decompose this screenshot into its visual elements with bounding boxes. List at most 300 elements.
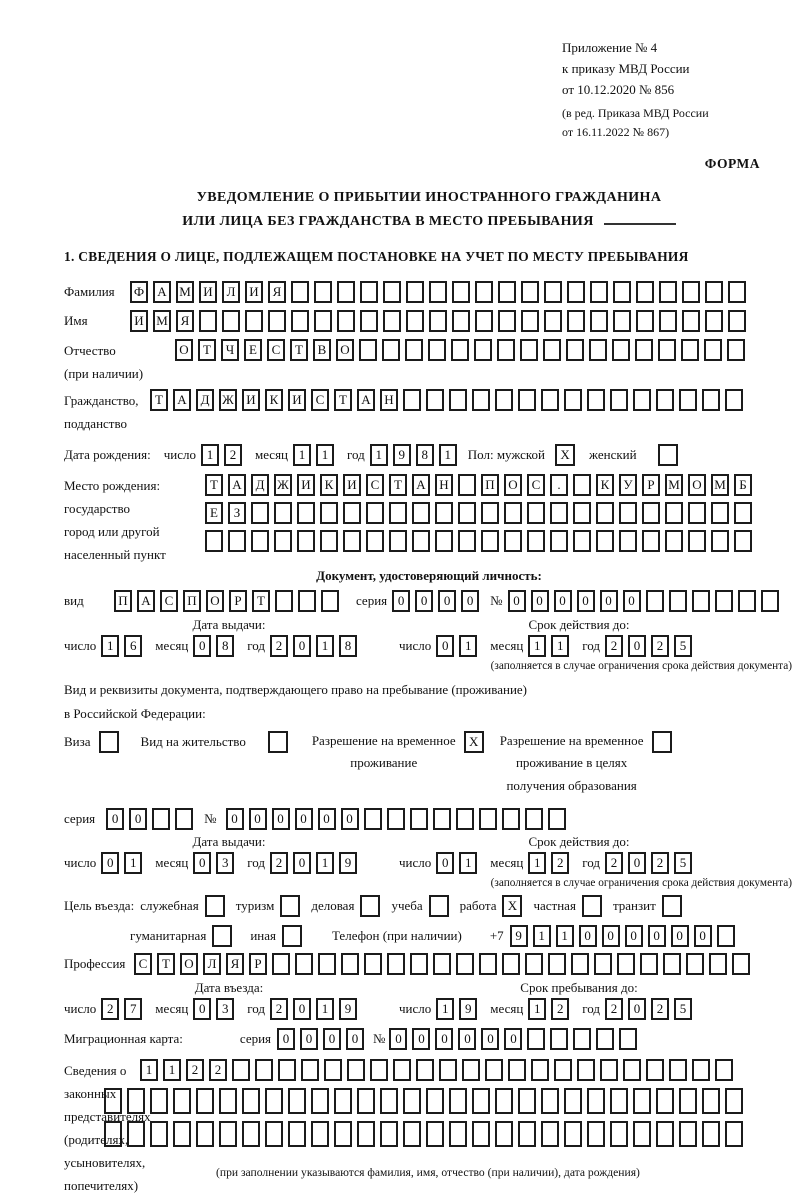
char-cell[interactable]: Н [435, 474, 453, 496]
char-cell[interactable]: 1 [459, 635, 477, 657]
char-cell[interactable] [619, 1028, 637, 1050]
char-cell[interactable] [462, 1059, 480, 1081]
char-cell[interactable] [251, 530, 269, 552]
char-cell[interactable] [297, 530, 315, 552]
char-cell[interactable]: 1 [163, 1059, 181, 1081]
char-cell[interactable] [525, 808, 543, 830]
char-cell[interactable] [406, 310, 424, 332]
char-cell[interactable] [412, 502, 430, 524]
purpose-transit-checkbox[interactable] [662, 895, 682, 917]
char-cell[interactable] [389, 530, 407, 552]
char-cell[interactable] [610, 1088, 628, 1114]
char-cell[interactable] [564, 1088, 582, 1114]
char-cell[interactable] [275, 590, 293, 612]
char-cell[interactable]: 0 [323, 1028, 341, 1050]
char-cell[interactable]: Н [380, 389, 398, 411]
char-cell[interactable]: 0 [415, 590, 433, 612]
char-cell[interactable] [633, 389, 651, 411]
char-cell[interactable]: 0 [435, 1028, 453, 1050]
char-cell[interactable]: П [114, 590, 132, 612]
char-cell[interactable]: 0 [341, 808, 359, 830]
char-cell[interactable]: 2 [551, 852, 569, 874]
char-cell[interactable] [383, 281, 401, 303]
char-cell[interactable]: 0 [481, 1028, 499, 1050]
char-cell[interactable] [222, 310, 240, 332]
char-cell[interactable]: 2 [101, 998, 119, 1020]
char-cell[interactable]: 2 [605, 635, 623, 657]
purpose-business-checkbox[interactable] [360, 895, 380, 917]
char-cell[interactable] [732, 953, 750, 975]
char-cell[interactable] [360, 281, 378, 303]
char-cell[interactable] [458, 530, 476, 552]
char-cell[interactable] [541, 389, 559, 411]
char-cell[interactable] [711, 530, 729, 552]
char-cell[interactable]: 0 [293, 852, 311, 874]
char-cell[interactable]: С [160, 590, 178, 612]
char-cell[interactable]: 0 [226, 808, 244, 830]
char-cell[interactable] [428, 339, 446, 361]
char-cell[interactable] [314, 281, 332, 303]
char-cell[interactable] [472, 389, 490, 411]
char-cell[interactable]: 0 [277, 1028, 295, 1050]
char-cell[interactable]: 0 [193, 998, 211, 1020]
char-cell[interactable]: 2 [270, 635, 288, 657]
char-cell[interactable] [508, 1059, 526, 1081]
char-cell[interactable]: Е [244, 339, 262, 361]
char-cell[interactable]: Я [226, 953, 244, 975]
char-cell[interactable]: 0 [318, 808, 336, 830]
char-cell[interactable]: 0 [346, 1028, 364, 1050]
char-cell[interactable]: О [206, 590, 224, 612]
char-cell[interactable]: 0 [531, 590, 549, 612]
char-cell[interactable] [518, 389, 536, 411]
char-cell[interactable] [318, 953, 336, 975]
char-cell[interactable]: 0 [577, 590, 595, 612]
char-cell[interactable]: 1 [140, 1059, 158, 1081]
char-cell[interactable]: 0 [249, 808, 267, 830]
char-cell[interactable] [665, 502, 683, 524]
char-cell[interactable] [433, 808, 451, 830]
char-cell[interactable]: 0 [600, 590, 618, 612]
char-cell[interactable] [320, 530, 338, 552]
char-cell[interactable]: А [173, 389, 191, 411]
char-cell[interactable]: 8 [339, 635, 357, 657]
char-cell[interactable] [242, 1088, 260, 1114]
char-cell[interactable]: К [320, 474, 338, 496]
char-cell[interactable]: 0 [602, 925, 620, 947]
char-cell[interactable]: Р [229, 590, 247, 612]
char-cell[interactable] [527, 502, 545, 524]
char-cell[interactable] [426, 1088, 444, 1114]
char-cell[interactable] [635, 339, 653, 361]
char-cell[interactable]: Т [150, 389, 168, 411]
char-cell[interactable] [474, 339, 492, 361]
char-cell[interactable] [497, 339, 515, 361]
char-cell[interactable] [405, 339, 423, 361]
visa-checkbox[interactable] [99, 731, 119, 753]
char-cell[interactable] [596, 502, 614, 524]
char-cell[interactable] [596, 530, 614, 552]
char-cell[interactable]: 0 [193, 852, 211, 874]
char-cell[interactable] [152, 808, 170, 830]
char-cell[interactable] [334, 1088, 352, 1114]
char-cell[interactable] [452, 281, 470, 303]
char-cell[interactable] [232, 1059, 250, 1081]
char-cell[interactable] [472, 1121, 490, 1147]
char-cell[interactable]: 6 [124, 635, 142, 657]
char-cell[interactable] [219, 1088, 237, 1114]
char-cell[interactable]: А [357, 389, 375, 411]
char-cell[interactable]: Д [251, 474, 269, 496]
char-cell[interactable]: И [130, 310, 148, 332]
char-cell[interactable] [456, 953, 474, 975]
char-cell[interactable] [734, 502, 752, 524]
char-cell[interactable] [387, 953, 405, 975]
char-cell[interactable] [520, 339, 538, 361]
char-cell[interactable] [656, 389, 674, 411]
char-cell[interactable] [727, 339, 745, 361]
char-cell[interactable] [387, 808, 405, 830]
char-cell[interactable] [242, 1121, 260, 1147]
char-cell[interactable]: 1 [528, 998, 546, 1020]
char-cell[interactable]: Т [389, 474, 407, 496]
char-cell[interactable] [642, 502, 660, 524]
char-cell[interactable] [531, 1059, 549, 1081]
char-cell[interactable] [380, 1088, 398, 1114]
char-cell[interactable] [541, 1088, 559, 1114]
char-cell[interactable] [679, 1121, 697, 1147]
char-cell[interactable]: Д [196, 389, 214, 411]
char-cell[interactable]: И [343, 474, 361, 496]
char-cell[interactable] [656, 1121, 674, 1147]
char-cell[interactable] [324, 1059, 342, 1081]
char-cell[interactable] [617, 953, 635, 975]
char-cell[interactable]: 1 [528, 635, 546, 657]
char-cell[interactable]: 0 [628, 852, 646, 874]
char-cell[interactable] [219, 1121, 237, 1147]
char-cell[interactable] [613, 310, 631, 332]
char-cell[interactable] [366, 530, 384, 552]
char-cell[interactable] [357, 1121, 375, 1147]
char-cell[interactable]: Л [222, 281, 240, 303]
char-cell[interactable]: 0 [436, 635, 454, 657]
char-cell[interactable] [521, 310, 539, 332]
char-cell[interactable] [380, 1121, 398, 1147]
char-cell[interactable] [456, 808, 474, 830]
char-cell[interactable]: А [412, 474, 430, 496]
char-cell[interactable]: 0 [193, 635, 211, 657]
char-cell[interactable]: Л [203, 953, 221, 975]
char-cell[interactable]: Т [290, 339, 308, 361]
char-cell[interactable] [359, 339, 377, 361]
char-cell[interactable]: . [550, 474, 568, 496]
char-cell[interactable]: 9 [459, 998, 477, 1020]
char-cell[interactable] [589, 339, 607, 361]
char-cell[interactable]: 2 [651, 852, 669, 874]
char-cell[interactable] [498, 310, 516, 332]
char-cell[interactable]: 0 [129, 808, 147, 830]
char-cell[interactable]: 0 [579, 925, 597, 947]
char-cell[interactable]: 2 [270, 852, 288, 874]
char-cell[interactable] [544, 281, 562, 303]
char-cell[interactable] [435, 530, 453, 552]
char-cell[interactable] [426, 389, 444, 411]
char-cell[interactable] [320, 502, 338, 524]
char-cell[interactable] [646, 1059, 664, 1081]
char-cell[interactable] [761, 590, 779, 612]
char-cell[interactable] [389, 502, 407, 524]
char-cell[interactable] [495, 1121, 513, 1147]
char-cell[interactable]: 1 [201, 444, 219, 466]
char-cell[interactable]: Т [334, 389, 352, 411]
char-cell[interactable] [435, 502, 453, 524]
char-cell[interactable] [502, 953, 520, 975]
char-cell[interactable]: 1 [533, 925, 551, 947]
char-cell[interactable]: Т [198, 339, 216, 361]
char-cell[interactable] [596, 1028, 614, 1050]
char-cell[interactable] [485, 1059, 503, 1081]
char-cell[interactable]: П [183, 590, 201, 612]
residence-permit-checkbox[interactable] [268, 731, 288, 753]
char-cell[interactable] [587, 1121, 605, 1147]
char-cell[interactable] [659, 310, 677, 332]
char-cell[interactable]: 0 [461, 590, 479, 612]
char-cell[interactable]: С [366, 474, 384, 496]
char-cell[interactable]: 0 [106, 808, 124, 830]
char-cell[interactable]: 0 [623, 590, 641, 612]
char-cell[interactable] [458, 474, 476, 496]
char-cell[interactable]: 0 [694, 925, 712, 947]
char-cell[interactable] [623, 1059, 641, 1081]
char-cell[interactable] [205, 530, 223, 552]
purpose-work-checkbox[interactable]: X [502, 895, 522, 917]
char-cell[interactable] [429, 310, 447, 332]
char-cell[interactable] [725, 1088, 743, 1114]
char-cell[interactable]: 1 [316, 635, 334, 657]
char-cell[interactable]: У [619, 474, 637, 496]
char-cell[interactable]: 0 [293, 635, 311, 657]
char-cell[interactable]: О [180, 953, 198, 975]
char-cell[interactable]: 2 [209, 1059, 227, 1081]
char-cell[interactable] [659, 281, 677, 303]
char-cell[interactable] [717, 925, 735, 947]
char-cell[interactable] [403, 1088, 421, 1114]
char-cell[interactable]: 1 [293, 444, 311, 466]
char-cell[interactable]: Я [176, 310, 194, 332]
char-cell[interactable] [564, 1121, 582, 1147]
char-cell[interactable] [481, 502, 499, 524]
char-cell[interactable] [734, 530, 752, 552]
char-cell[interactable] [554, 1059, 572, 1081]
char-cell[interactable]: 0 [671, 925, 689, 947]
char-cell[interactable]: Ч [221, 339, 239, 361]
char-cell[interactable] [600, 1059, 618, 1081]
char-cell[interactable] [479, 953, 497, 975]
char-cell[interactable] [686, 953, 704, 975]
char-cell[interactable]: С [134, 953, 152, 975]
char-cell[interactable]: 9 [339, 998, 357, 1020]
char-cell[interactable]: К [265, 389, 283, 411]
char-cell[interactable]: С [311, 389, 329, 411]
char-cell[interactable] [640, 953, 658, 975]
char-cell[interactable] [548, 953, 566, 975]
char-cell[interactable] [725, 1121, 743, 1147]
char-cell[interactable] [498, 281, 516, 303]
char-cell[interactable]: 1 [436, 998, 454, 1020]
char-cell[interactable]: О [175, 339, 193, 361]
char-cell[interactable] [458, 502, 476, 524]
char-cell[interactable] [278, 1059, 296, 1081]
char-cell[interactable] [416, 1059, 434, 1081]
char-cell[interactable] [571, 953, 589, 975]
char-cell[interactable] [288, 1121, 306, 1147]
char-cell[interactable]: 0 [389, 1028, 407, 1050]
char-cell[interactable] [479, 808, 497, 830]
char-cell[interactable] [679, 1088, 697, 1114]
char-cell[interactable] [544, 310, 562, 332]
char-cell[interactable] [475, 310, 493, 332]
char-cell[interactable]: Т [252, 590, 270, 612]
char-cell[interactable] [228, 530, 246, 552]
char-cell[interactable] [590, 281, 608, 303]
char-cell[interactable] [343, 530, 361, 552]
char-cell[interactable] [682, 281, 700, 303]
char-cell[interactable] [567, 281, 585, 303]
char-cell[interactable]: О [336, 339, 354, 361]
char-cell[interactable] [577, 1059, 595, 1081]
char-cell[interactable]: 0 [648, 925, 666, 947]
char-cell[interactable] [199, 310, 217, 332]
char-cell[interactable] [451, 339, 469, 361]
char-cell[interactable] [426, 1121, 444, 1147]
char-cell[interactable]: 5 [674, 998, 692, 1020]
char-cell[interactable] [613, 281, 631, 303]
char-cell[interactable] [495, 1088, 513, 1114]
char-cell[interactable] [728, 281, 746, 303]
char-cell[interactable]: 1 [316, 444, 334, 466]
char-cell[interactable] [550, 502, 568, 524]
char-cell[interactable] [573, 1028, 591, 1050]
char-cell[interactable] [393, 1059, 411, 1081]
char-cell[interactable] [502, 808, 520, 830]
char-cell[interactable] [301, 1059, 319, 1081]
char-cell[interactable]: В [313, 339, 331, 361]
char-cell[interactable] [587, 1088, 605, 1114]
char-cell[interactable] [725, 389, 743, 411]
char-cell[interactable] [573, 502, 591, 524]
char-cell[interactable] [274, 502, 292, 524]
char-cell[interactable]: М [665, 474, 683, 496]
char-cell[interactable]: О [504, 474, 522, 496]
char-cell[interactable] [665, 530, 683, 552]
char-cell[interactable] [704, 339, 722, 361]
char-cell[interactable] [738, 590, 756, 612]
char-cell[interactable]: А [137, 590, 155, 612]
char-cell[interactable] [472, 1088, 490, 1114]
char-cell[interactable] [679, 389, 697, 411]
char-cell[interactable]: 5 [674, 635, 692, 657]
char-cell[interactable] [636, 281, 654, 303]
char-cell[interactable]: 2 [551, 998, 569, 1020]
char-cell[interactable] [525, 953, 543, 975]
char-cell[interactable] [429, 281, 447, 303]
char-cell[interactable]: 0 [628, 998, 646, 1020]
char-cell[interactable] [504, 502, 522, 524]
char-cell[interactable] [449, 1088, 467, 1114]
char-cell[interactable] [481, 530, 499, 552]
char-cell[interactable] [382, 339, 400, 361]
char-cell[interactable]: Р [249, 953, 267, 975]
char-cell[interactable] [364, 953, 382, 975]
char-cell[interactable] [610, 1121, 628, 1147]
char-cell[interactable] [449, 389, 467, 411]
char-cell[interactable]: Ф [130, 281, 148, 303]
char-cell[interactable] [573, 474, 591, 496]
char-cell[interactable]: С [267, 339, 285, 361]
char-cell[interactable]: И [288, 389, 306, 411]
char-cell[interactable] [406, 281, 424, 303]
char-cell[interactable] [412, 530, 430, 552]
char-cell[interactable]: Я [268, 281, 286, 303]
char-cell[interactable] [334, 1121, 352, 1147]
char-cell[interactable]: 1 [124, 852, 142, 874]
char-cell[interactable] [658, 339, 676, 361]
char-cell[interactable]: 2 [224, 444, 242, 466]
char-cell[interactable]: 2 [651, 635, 669, 657]
char-cell[interactable]: А [153, 281, 171, 303]
char-cell[interactable] [298, 590, 316, 612]
char-cell[interactable] [573, 530, 591, 552]
char-cell[interactable] [504, 530, 522, 552]
char-cell[interactable] [521, 281, 539, 303]
char-cell[interactable]: И [199, 281, 217, 303]
char-cell[interactable] [548, 808, 566, 830]
char-cell[interactable] [705, 310, 723, 332]
char-cell[interactable] [410, 808, 428, 830]
char-cell[interactable] [265, 1121, 283, 1147]
char-cell[interactable]: 1 [528, 852, 546, 874]
char-cell[interactable]: 1 [316, 852, 334, 874]
char-cell[interactable] [564, 389, 582, 411]
char-cell[interactable] [370, 1059, 388, 1081]
char-cell[interactable] [410, 953, 428, 975]
char-cell[interactable] [403, 1121, 421, 1147]
char-cell[interactable] [566, 339, 584, 361]
char-cell[interactable] [633, 1088, 651, 1114]
purpose-humanitarian-checkbox[interactable] [212, 925, 232, 947]
char-cell[interactable] [688, 502, 706, 524]
char-cell[interactable] [612, 339, 630, 361]
char-cell[interactable]: О [688, 474, 706, 496]
char-cell[interactable] [681, 339, 699, 361]
char-cell[interactable] [550, 1028, 568, 1050]
char-cell[interactable] [439, 1059, 457, 1081]
char-cell[interactable]: 3 [216, 852, 234, 874]
char-cell[interactable] [682, 310, 700, 332]
char-cell[interactable] [245, 310, 263, 332]
sex-male-checkbox[interactable]: X [555, 444, 575, 466]
char-cell[interactable] [475, 281, 493, 303]
char-cell[interactable] [590, 310, 608, 332]
char-cell[interactable] [543, 339, 561, 361]
char-cell[interactable]: 2 [651, 998, 669, 1020]
char-cell[interactable] [688, 530, 706, 552]
char-cell[interactable] [692, 590, 710, 612]
char-cell[interactable] [297, 502, 315, 524]
char-cell[interactable]: 2 [605, 998, 623, 1020]
char-cell[interactable] [642, 530, 660, 552]
char-cell[interactable] [587, 389, 605, 411]
